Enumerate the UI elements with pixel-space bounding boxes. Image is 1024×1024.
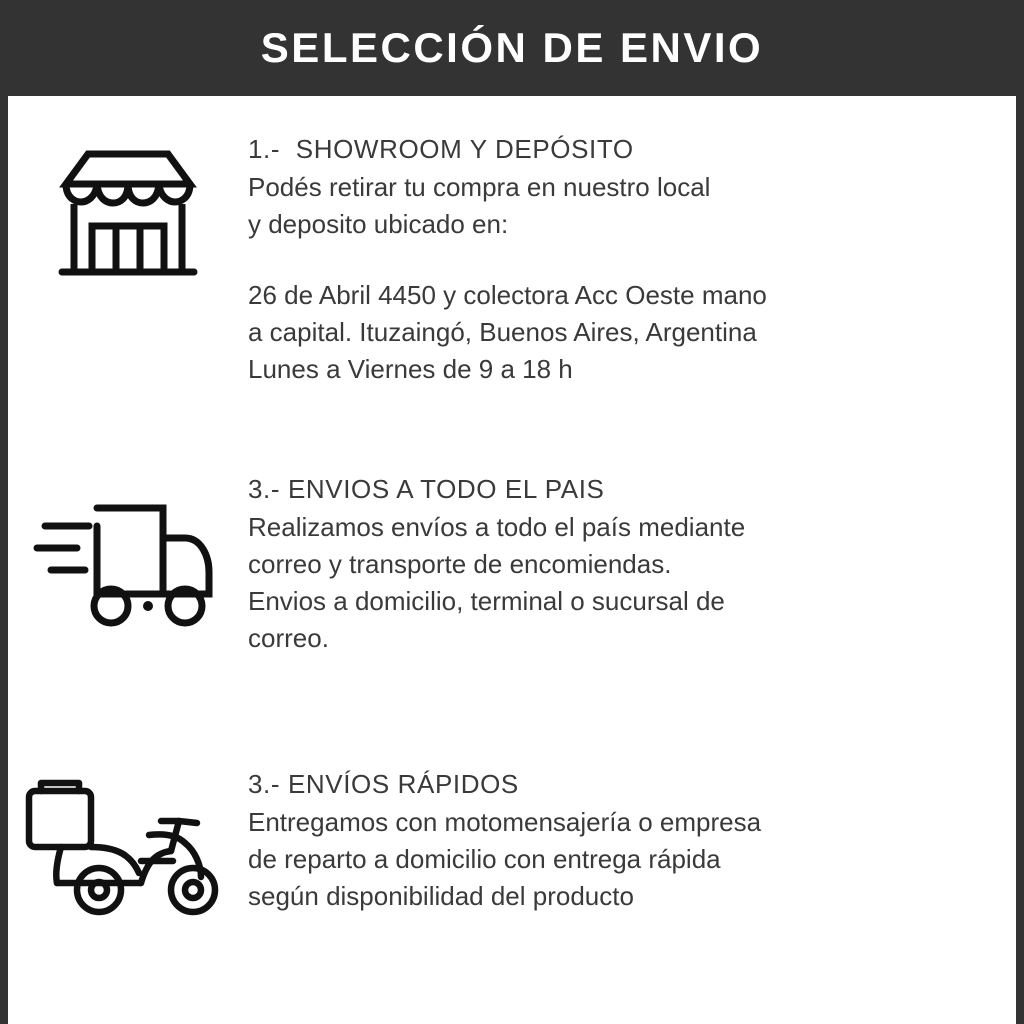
express-text-block [248, 767, 801, 915]
section-heading: 3.- ENVIOS A TODO EL PAIS [248, 474, 605, 504]
section-line: de reparto a domicilio con entrega rápida [248, 844, 721, 874]
nationwide-text-block [248, 472, 785, 657]
sections-container [8, 132, 1016, 927]
showroom-text-block [248, 132, 807, 388]
section-line: Podés retirar tu compra en nuestro local [248, 172, 711, 202]
section-line: 26 de Abril 4450 y colectora Acc Oeste mano [248, 280, 767, 310]
section-line: correo y transporte de encomiendas. [248, 549, 672, 579]
section-line: Realizamos envíos a todo el país mediante [248, 512, 746, 542]
section-line: y deposito ubicado en: [248, 209, 509, 239]
shipping-option-nationwide [8, 472, 1016, 657]
section-line: a capital. Ituzaingó, Buenos Aires, Argentina [248, 317, 757, 347]
section-heading: 1.- SHOWROOM Y DEPÓSITO [248, 134, 634, 164]
section-line: Lunes a Viernes de 9 a 18 h [248, 354, 573, 384]
section-heading: 3.- ENVÍOS RÁPIDOS [248, 769, 519, 799]
section-line: correo. [248, 623, 329, 653]
scooter-delivery-icon [8, 767, 248, 927]
shipping-option-showroom [8, 132, 1016, 388]
section-line: según disponibilidad del producto [248, 881, 634, 911]
delivery-truck-icon [8, 472, 248, 646]
card-header [0, 0, 1024, 96]
page-title: SELECCIÓN DE ENVIO [260, 24, 764, 71]
shipping-option-express [8, 767, 1016, 927]
section-line: Envios a domicilio, terminal o sucursal de [248, 586, 725, 616]
paragraph-spacer [248, 243, 767, 277]
section-line: Entregamos con motomensajería o empresa [248, 807, 762, 837]
storefront-icon [8, 132, 248, 292]
